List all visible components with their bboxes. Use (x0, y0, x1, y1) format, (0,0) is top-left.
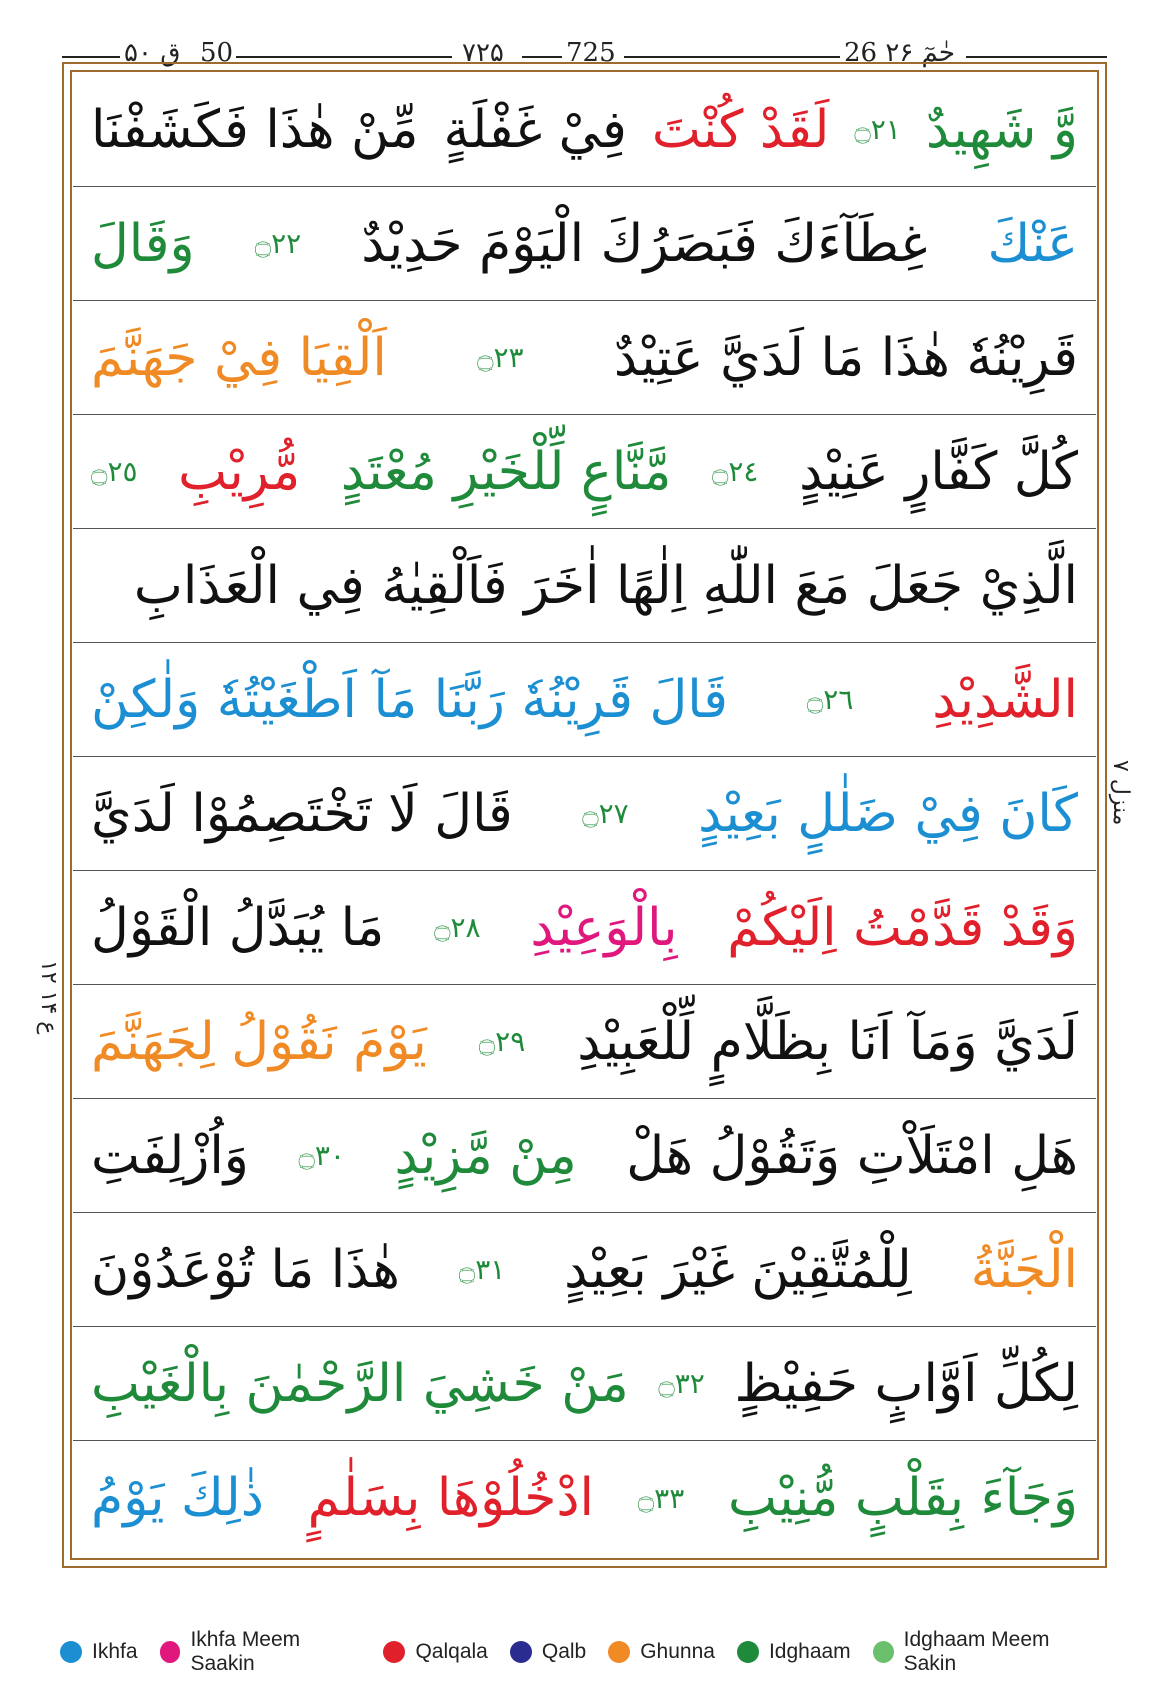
text-segment: وَجَآءَ بِقَلْبٍ مُّنِيْبِ (728, 1468, 1078, 1528)
text-segment: بِالْوَعِيْدِ (530, 897, 678, 958)
text-line (73, 1213, 1096, 1327)
text-line (73, 757, 1096, 871)
text-segment: فِيْ غَفْلَةٍ (443, 99, 627, 160)
legend-item (60, 1640, 138, 1664)
header-surah-number: 50 (200, 38, 234, 68)
text-segment: الَّذِيْ جَعَلَ مَعَ اللّٰهِ اِلٰهًا اٰخَرَ فَاَلْقِيٰهُ فِي الْعَذَابِ (133, 555, 1078, 616)
header-rule-mid-right (624, 56, 840, 58)
text-line (73, 1327, 1096, 1441)
header-rule-mid-left (236, 56, 452, 58)
legend-label: Qalb (541, 1640, 587, 1663)
ayah-number: ۝٣٢ (658, 1367, 705, 1400)
manzil-marker: منزل ۷ (1108, 760, 1133, 826)
header-rule-left (62, 56, 120, 58)
header-rule-right (966, 56, 1107, 58)
text-segment: كَانَ فِيْ ضَلٰلٍ بَعِيْدٍ (698, 783, 1078, 844)
text-segment: قَرِيْنُهٗ هٰذَا مَا لَدَيَّ عَتِيْدٌ (613, 327, 1078, 388)
legend-label: Idghaam (768, 1640, 851, 1663)
ayah-number: ۝٣١ (458, 1253, 506, 1286)
text-line (73, 415, 1096, 529)
text-segment: مَّنَّاعٍ لِّلْخَيْرِ مُعْتَدٍ (340, 441, 672, 502)
header-surah-urdu: ق ۵۰ (124, 38, 181, 68)
ayah-number: ۝٢٢ (254, 227, 302, 260)
text-segment: مَا يُبَدَّلُ الْقَوْلُ (91, 897, 385, 958)
text-segment: مِنْ مَّزِيْدٍ (394, 1125, 577, 1186)
text-segment: لِكُلِّ اَوَّابٍ حَفِيْظٍ (734, 1353, 1078, 1414)
ayah-number: ۝٣٠ (298, 1139, 345, 1172)
legend-label: Ikhfa Meem Saakin (190, 1628, 301, 1675)
legend-color-dot (873, 1641, 894, 1663)
text-segment: قَالَ لَا تَخْتَصِمُوْا لَدَيَّ (91, 783, 513, 844)
text-line (73, 871, 1096, 985)
text-segment: هٰذَا مَا تُوْعَدُوْنَ (91, 1239, 400, 1300)
ayah-number: ۝٢٩ (478, 1025, 526, 1058)
ayah-number: ۝٢٤ (711, 455, 759, 488)
ayah-number: ۝٢٦ (806, 683, 854, 716)
text-line (73, 187, 1096, 301)
legend-label: Ghunna (640, 1640, 715, 1663)
ayah-number: ۝٢١ (854, 113, 901, 146)
text-segment: اَلْقِيَا فِيْ جَهَنَّمَ (91, 327, 387, 388)
text-segment: وَقَدْ قَدَّمْتُ اِلَيْكُمْ (727, 897, 1078, 958)
text-segment: ادْخُلُوْهَا بِسَلٰمٍ (307, 1468, 594, 1528)
header-page-number: 725 (566, 38, 616, 68)
tajweed-legend (60, 1628, 1120, 1676)
ayah-number: ۝٢٣ (477, 341, 524, 374)
text-segment: لَقَدْ كُنْتَ (651, 99, 830, 160)
text-segment: غِطَآءَكَ فَبَصَرُكَ الْيَوْمَ حَدِيْدٌ (361, 213, 928, 274)
header-rule-mid (522, 56, 562, 58)
text-segment: وَّ شَهِيدٌ (925, 99, 1078, 160)
ayah-number: ۝٢٨ (434, 911, 481, 944)
legend-label: Idghaam Meem Sakin (903, 1628, 1050, 1675)
text-segment: الشَّدِيْدِ (932, 669, 1078, 730)
text-line (73, 529, 1096, 643)
text-line (73, 73, 1096, 187)
text-segment: لِلْمُتَّقِيْنَ غَيْرَ بَعِيْدٍ (564, 1239, 912, 1300)
text-segment: قَالَ قَرِيْنُهٗ رَبَّنَا مَآ اَطْغَيْتُهٗ وَلٰكِنْ (91, 669, 728, 730)
text-segment: مَنْ خَشِيَ الرَّحْمٰنَ بِالْغَيْبِ (91, 1353, 629, 1414)
legend-item (383, 1640, 487, 1664)
legend-item (510, 1640, 586, 1664)
text-segment: يَوْمَ نَقُوْلُ لِجَهَنَّمَ (91, 1011, 427, 1072)
ayah-number: ۝٢٥ (91, 455, 138, 488)
legend-color-dot (510, 1641, 532, 1663)
text-line (73, 1441, 1096, 1555)
text-segment: عَنْكَ (987, 213, 1078, 274)
text-segment: وَقَالَ (91, 213, 195, 274)
legend-color-dot (60, 1641, 82, 1663)
header-page-urdu: ۷۲۵ (462, 38, 504, 68)
legend-color-dot (383, 1641, 405, 1663)
legend-item (160, 1628, 362, 1676)
text-segment: هَلِ امْتَلَاْتِ وَتَقُوْلُ هَلْ (626, 1125, 1078, 1186)
legend-item (608, 1640, 715, 1664)
header-para-name: 26 حٰمٓ ۲۶ (844, 38, 955, 68)
text-segment: الْجَنَّةُ (970, 1239, 1078, 1300)
legend-label: Qalqala (415, 1640, 488, 1663)
text-line (73, 301, 1096, 415)
legend-item (873, 1628, 1098, 1676)
text-segment: مِّنْ هٰذَا فَكَشَفْنَا (91, 99, 419, 160)
text-segment: لَدَيَّ وَمَآ اَنَا بِظَلَّامٍ لِّلْعَبِيْدِ (577, 1011, 1078, 1072)
text-line (73, 1099, 1096, 1213)
text-segment: ذٰلِكَ يَوْمُ (91, 1468, 264, 1528)
text-segment: مُّرِيْبِ (178, 441, 301, 502)
ayah-number: ۝٣٣ (637, 1481, 685, 1515)
quran-text-block (73, 73, 1096, 1557)
legend-color-dot (608, 1641, 630, 1663)
text-line (73, 643, 1096, 757)
ruku-marker: ع ۱۴ ۱۲ (36, 960, 61, 1035)
ayah-number: ۝٢٧ (582, 797, 629, 830)
text-line (73, 985, 1096, 1099)
legend-item (737, 1640, 851, 1664)
legend-color-dot (160, 1641, 181, 1663)
legend-label: Ikhfa (92, 1640, 138, 1663)
text-segment: كُلَّ كَفَّارٍ عَنِيْدٍ (799, 441, 1078, 502)
legend-color-dot (737, 1641, 759, 1663)
text-segment: وَاُزْلِفَتِ (91, 1125, 249, 1186)
